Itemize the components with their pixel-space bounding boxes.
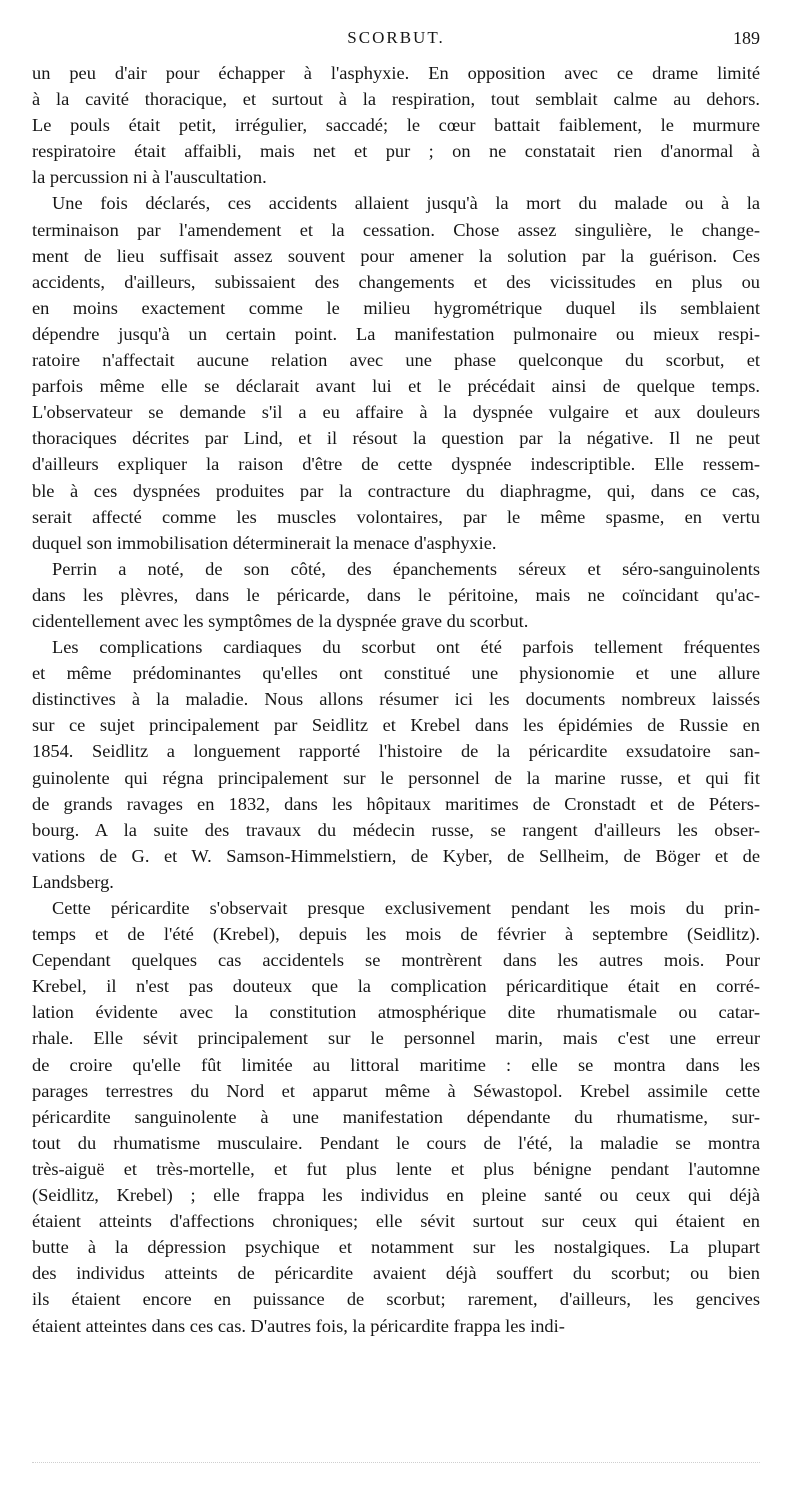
- text-line: distinctives à la maladie. Nous allons résumer ici les documents nombreux laissés: [32, 689, 760, 710]
- text-line: Cette péricardite s'observait presque exclusivement pendant les mois du prin-: [52, 898, 760, 918]
- text-line: rhale. Elle sévit principalement sur le personnel marin, mais c'est une erreur: [32, 1028, 760, 1049]
- text-line: Perrin a noté, de son côté, des épanchements séreux et séro-sanguinolents: [52, 558, 760, 579]
- text-line: Une fois déclarés, ces accidents allaient jusqu'à la mort du malade ou à la: [52, 193, 760, 214]
- page-number: 189: [733, 28, 760, 48]
- text-line: la percussion ni à l'auscultation.: [32, 167, 267, 188]
- text-line: sur ce sujet principalement par Seidlitz et Krebel dans les épidémies de Russie en: [32, 715, 760, 736]
- text-line: parfois même elle se déclarait avant lui et le précédait ainsi de quelque temps.: [32, 376, 760, 397]
- text-line: (Seidlitz, Krebel) ; elle frappa les individus en pleine santé ou ceux qui déjà: [32, 1185, 760, 1206]
- text-line: en moins exactement comme le milieu hygrométrique duquel ils semblaient: [32, 297, 760, 318]
- paragraph: [32, 634, 760, 895]
- text-line: et même prédominantes qu'elles ont constitué une physionomie et une allure: [32, 663, 760, 684]
- text-line: d'ailleurs expliquer la raison d'être de cette dyspnée indescriptible. Elle ressem-: [32, 454, 760, 475]
- paragraph: [32, 556, 760, 634]
- text-line: Les complications cardiaques du scorbut ont été parfois tellement fréquentes: [52, 637, 760, 658]
- text-line: étaient atteints d'affections chroniques; elle sévit surtout sur ceux qui étaient en: [32, 1211, 760, 1232]
- text-line: ble à ces dyspnées produites par la contracture du diaphragme, qui, dans ce cas,: [32, 480, 760, 501]
- book-page: [32, 28, 760, 1339]
- text-line: lation évidente avec la constitution atmosphérique dite rhumatismale ou catar-: [32, 1002, 760, 1023]
- body-text: [32, 60, 760, 1339]
- text-line: ils étaient encore en puissance de scorbut; rarement, d'ailleurs, les gencives: [32, 1289, 760, 1310]
- text-line: temps et de l'été (Krebel), depuis les mois de février à septembre (Seidlitz).: [32, 924, 760, 945]
- text-line: étaient atteintes dans ces cas. D'autres fois, la péricardite frappa les indi-: [32, 1315, 565, 1336]
- text-line: bourg. A la suite des travaux du médecin russe, se rangent d'ailleurs les obser-: [32, 819, 760, 840]
- text-line: L'observateur se demande s'il a eu affaire à la dyspnée vulgaire et aux douleurs: [32, 402, 760, 423]
- bottom-margin-specks: [32, 1462, 760, 1467]
- text-line: Le pouls était petit, irrégulier, saccadé; le cœur battait faiblement, le murmure: [32, 115, 760, 136]
- text-line: vations de G. et W. Samson-Himmelstiern, de Kyber, de Sellheim, de Böger et de: [32, 845, 760, 866]
- text-line: respiratoire était affaibli, mais net et pur ; on ne constatait rien d'anormal à: [32, 141, 760, 162]
- text-line: serait affecté comme les muscles volontaires, par le même spasme, en vertu: [32, 506, 760, 527]
- text-line: 1854. Seidlitz a longuement rapporté l'histoire de la péricardite exsudatoire san-: [32, 741, 760, 762]
- page-header: [32, 28, 760, 54]
- paragraph: [32, 190, 760, 555]
- text-line: guinolente qui régna principalement sur le personnel de la marine russe, et qui fit: [32, 767, 760, 788]
- text-line: à la cavité thoracique, et surtout à la respiration, tout semblait calme au dehors.: [32, 89, 760, 110]
- text-line: un peu d'air pour échapper à l'asphyxie. En opposition avec ce drame limité: [32, 63, 760, 83]
- text-line: cidentellement avec les symptômes de la dyspnée grave du scorbut.: [32, 610, 529, 631]
- text-line: tout du rhumatisme musculaire. Pendant le cours de l'été, la maladie se montra: [32, 1132, 760, 1153]
- text-line: terminaison par l'amendement et la cessation. Chose assez singulière, le change-: [32, 219, 760, 240]
- text-line: de croire qu'elle fût limitée au littoral maritime : elle se montra dans les: [32, 1054, 760, 1075]
- text-line: parages terrestres du Nord et apparut même à Séwastopol. Krebel assimile cette: [32, 1080, 760, 1101]
- text-line: ment de lieu suffisait assez souvent pour amener la solution par la guérison. Ces: [32, 245, 760, 266]
- running-title: SCORBUT.: [347, 28, 445, 47]
- text-line: de grands ravages en 1832, dans les hôpitaux maritimes de Cronstadt et de Péters-: [32, 793, 760, 814]
- text-line: thoraciques décrites par Lind, et il résout la question par la négative. Il ne peut: [32, 428, 760, 449]
- paragraph: [32, 895, 760, 1339]
- text-line: accidents, d'ailleurs, subissaient des changements et des vicissitudes en plus ou: [32, 271, 760, 292]
- text-line: ratoire n'affectait aucune relation avec une phase quelconque du scorbut, et: [32, 350, 760, 371]
- text-line: duquel son immobilisation déterminerait la menace d'asphyxie.: [32, 532, 497, 553]
- text-line: dépendre jusqu'à un certain point. La manifestation pulmonaire ou mieux respi-: [32, 323, 760, 344]
- text-line: butte à la dépression psychique et notamment sur les nostalgiques. La plupart: [32, 1237, 760, 1258]
- text-line: Krebel, il n'est pas douteux que la complication péricarditique était en corré-: [32, 976, 760, 997]
- text-line: Landsberg.: [32, 871, 114, 892]
- text-line: Cependant quelques cas accidentels se montrèrent dans les autres mois. Pour: [32, 950, 760, 971]
- text-line: dans les plèvres, dans le péricarde, dans le péritoine, mais ne coïncidant qu'ac-: [32, 584, 760, 605]
- text-line: péricardite sanguinolente à une manifestation dépendante du rhumatisme, sur-: [32, 1106, 760, 1127]
- paragraph: [32, 60, 760, 190]
- text-line: des individus atteints de péricardite avaient déjà souffert du scorbut; ou bien: [32, 1263, 760, 1284]
- text-line: très-aiguë et très-mortelle, et fut plus lente et plus bénigne pendant l'automne: [32, 1158, 760, 1179]
